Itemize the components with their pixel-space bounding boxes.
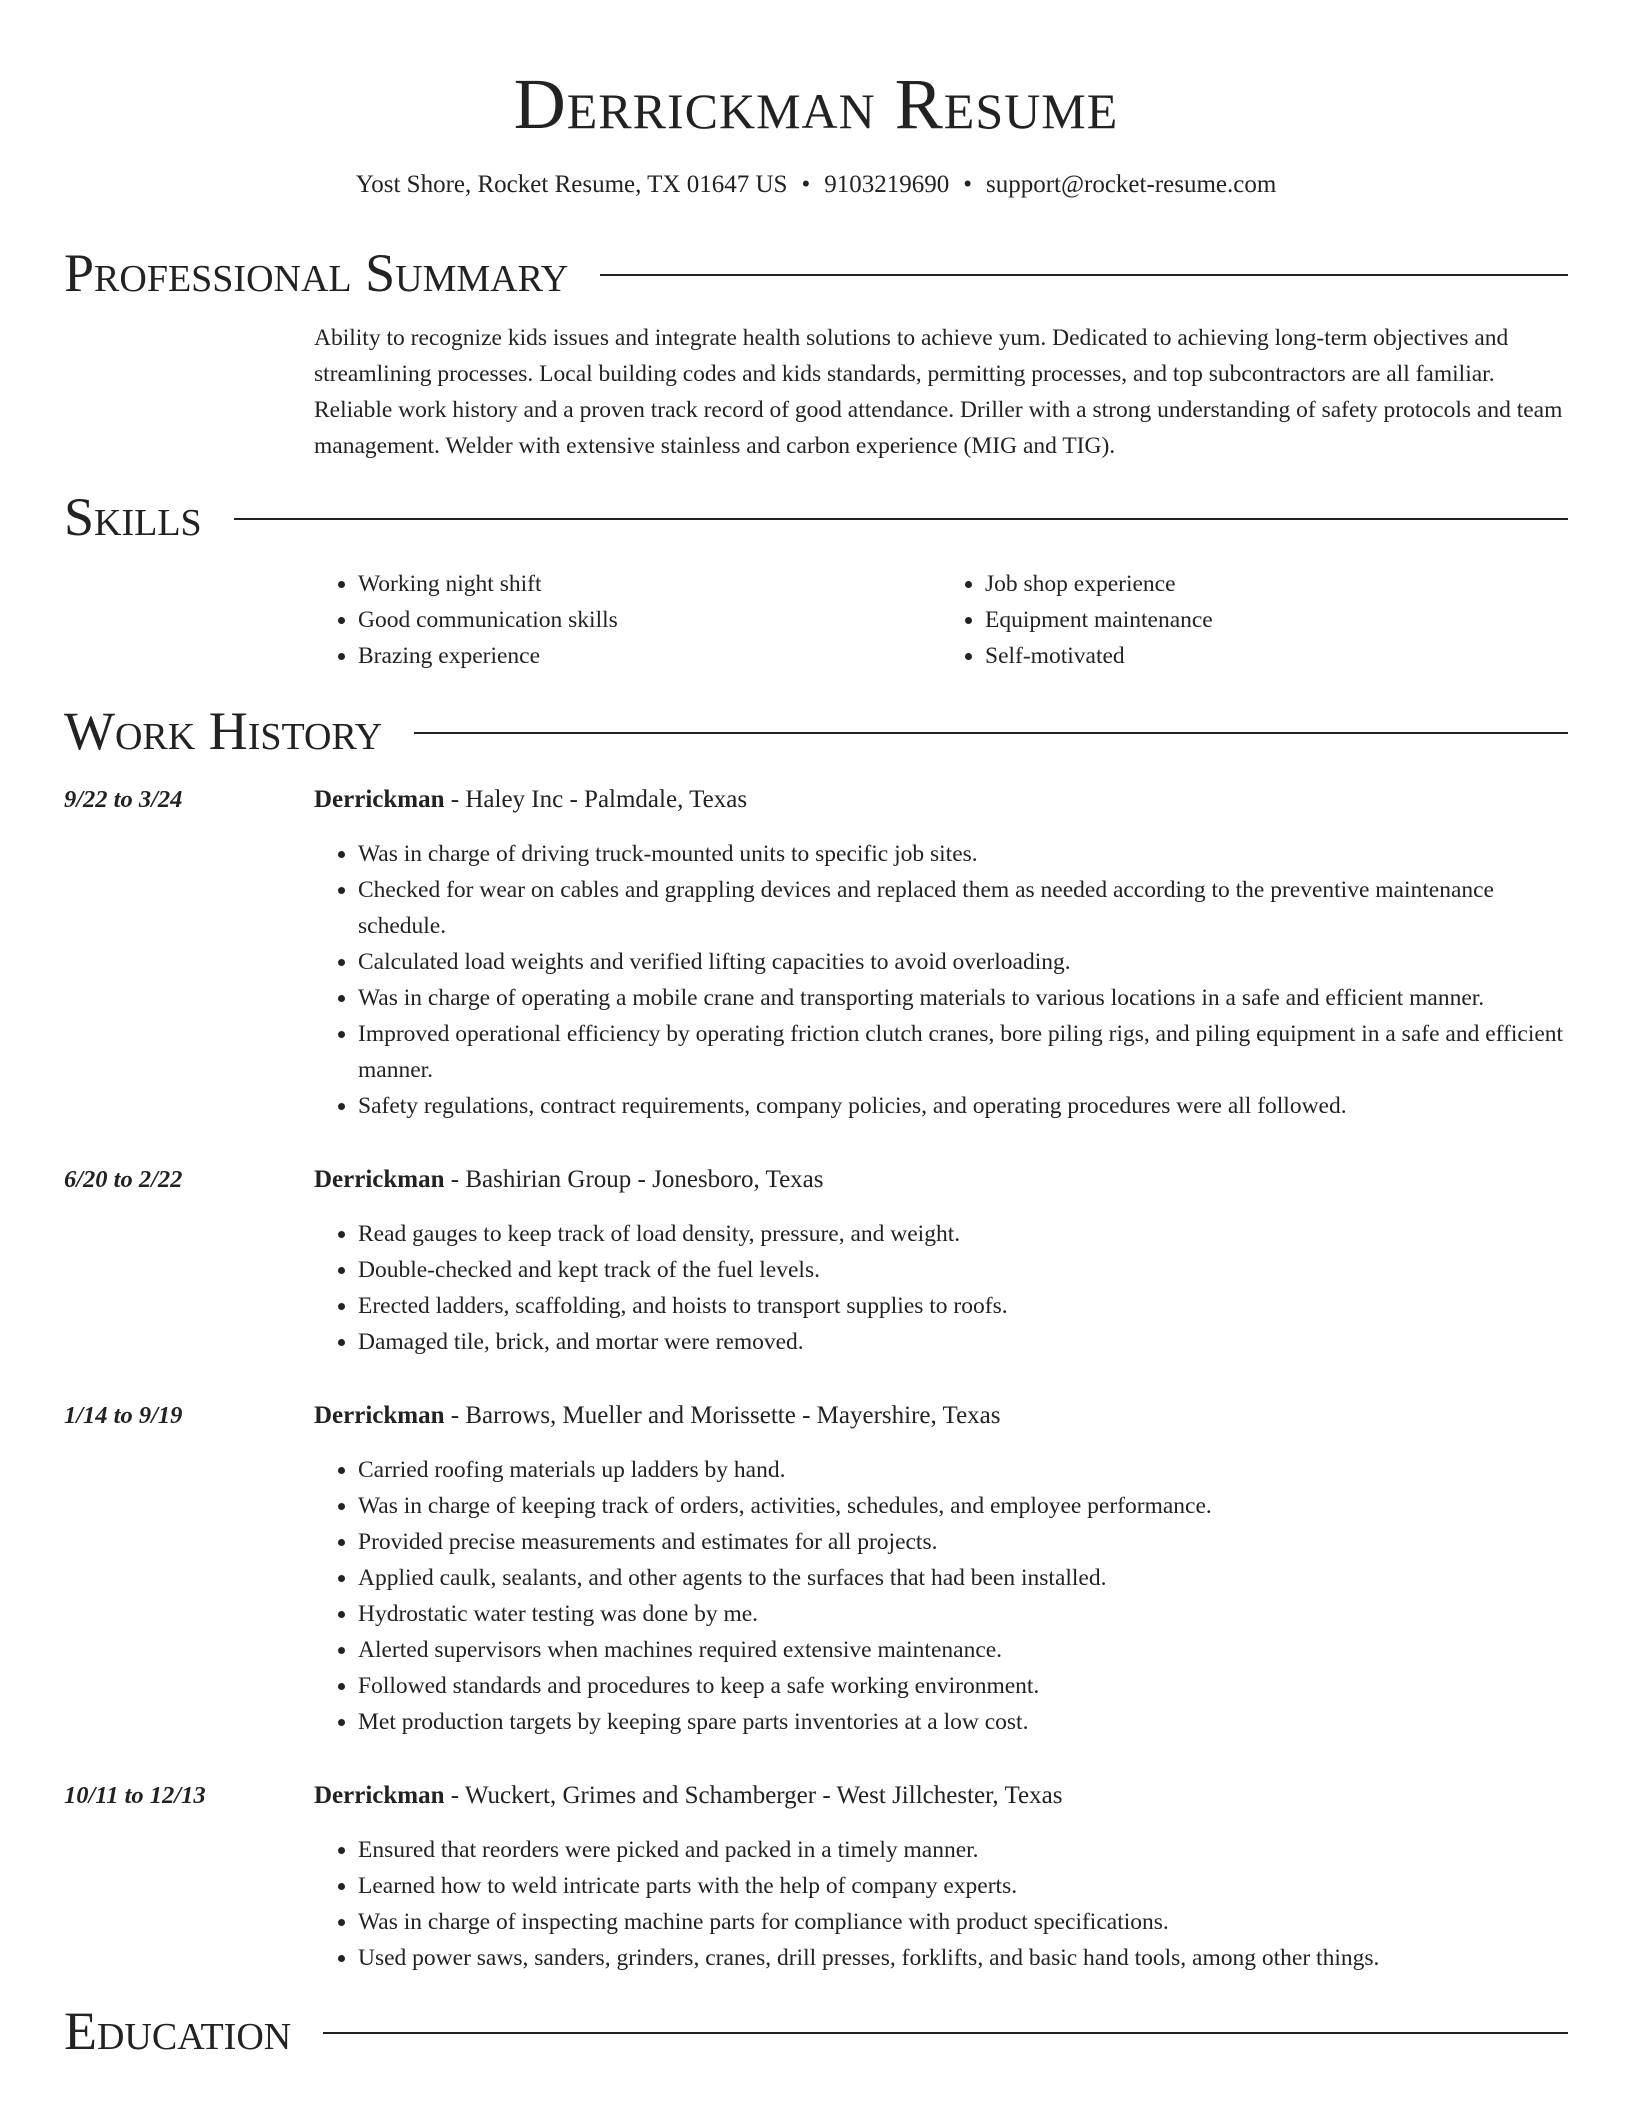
skill-item: • Equipment maintenance xyxy=(985,602,1568,638)
job-duties xyxy=(314,836,1568,1124)
job-duty: • Met production targets by keeping spare parts inventories at a low cost. xyxy=(358,1704,1568,1740)
job-role: Derrickman xyxy=(314,1166,445,1193)
job-title xyxy=(314,1398,1568,1434)
job-duty: • Provided precise measurements and estimates for all projects. xyxy=(358,1524,1568,1560)
job-duties xyxy=(314,1832,1568,1976)
skill-item: • Brazing experience xyxy=(358,638,941,674)
job-title xyxy=(314,782,1568,818)
job-employer: - Barrows, Mueller and Morissette - Mayershire, Texas xyxy=(444,1402,1001,1429)
contact-email: support@rocket-resume.com xyxy=(985,171,1277,198)
contact-separator: • xyxy=(963,171,972,198)
job-duty: • Hydrostatic water testing was done by me. xyxy=(358,1596,1568,1632)
job-duty: • Calculated load weights and verified lifting capacities to avoid overloading. xyxy=(358,944,1568,980)
job-entry xyxy=(64,1162,1568,1360)
job-entry xyxy=(64,1398,1568,1740)
job-duty: • Used power saws, sanders, grinders, cranes, drill presses, forklifts, and basic hand tools, among other things. xyxy=(358,1940,1568,1976)
job-duty: • Learned how to weld intricate parts with the help of company experts. xyxy=(358,1868,1568,1904)
job-employer: - Bashirian Group - Jonesboro, Texas xyxy=(444,1166,824,1193)
job-employer: - Wuckert, Grimes and Schamberger - West Jillchester, Texas xyxy=(444,1782,1063,1809)
job-dates: 6/20 to 2/22 xyxy=(64,1166,183,1193)
job-duty: • Was in charge of operating a mobile crane and transporting materials to various locations in a safe and efficient manner. xyxy=(358,980,1568,1016)
job-duty: • Safety regulations, contract requirements, company policies, and operating procedures were all followed. xyxy=(358,1088,1568,1124)
section-divider xyxy=(600,274,1568,276)
job-entry xyxy=(64,1778,1568,1976)
education-section-header xyxy=(64,1998,1568,2064)
job-duties xyxy=(314,1216,1568,1360)
job-dates: 10/11 to 12/13 xyxy=(64,1782,206,1809)
summary-section-title: Professional Summary xyxy=(64,243,569,303)
contact-separator: • xyxy=(801,171,811,198)
job-duty: • Carried roofing materials up ladders by hand. xyxy=(358,1452,1568,1488)
contact-phone: 9103219690 xyxy=(824,171,950,198)
job-duty: • Alerted supervisors when machines required extensive maintenance. xyxy=(358,1632,1568,1668)
skills-section-header xyxy=(64,484,1568,550)
skills-section-title: Skills xyxy=(64,487,202,547)
job-duty: • Was in charge of inspecting machine parts for compliance with product specifications. xyxy=(358,1904,1568,1940)
skill-item: • Job shop experience xyxy=(985,566,1568,602)
skills-column-left xyxy=(314,566,941,674)
job-duty: • Followed standards and procedures to keep a safe working environment. xyxy=(358,1668,1568,1704)
job-dates: 1/14 to 9/19 xyxy=(64,1402,183,1429)
job-duty: • Double-checked and kept track of the fuel levels. xyxy=(358,1252,1568,1288)
job-title xyxy=(314,1162,1568,1198)
section-divider xyxy=(323,2032,1568,2034)
section-divider xyxy=(234,518,1568,520)
job-duty: • Damaged tile, brick, and mortar were removed. xyxy=(358,1324,1568,1360)
job-duty: • Improved operational efficiency by operating friction clutch cranes, bore piling rigs, and piling equipment in a safe and efficient manner. xyxy=(358,1016,1568,1088)
job-duty: • Applied caulk, sealants, and other agents to the surfaces that had been installed. xyxy=(358,1560,1568,1596)
job-body xyxy=(314,1162,1568,1360)
education-section-title: Education xyxy=(64,2001,292,2061)
job-employer: - Haley Inc - Palmdale, Texas xyxy=(444,786,748,813)
work-section-header xyxy=(64,698,1568,764)
job-role: Derrickman xyxy=(314,786,445,813)
summary-text: Ability to recognize kids issues and integrate health solutions to achieve yum. Dedicated to achieving long-term objectives and streamlining processes. Local building codes and kids standards, permitting processes, and top subcontractors are all familiar. Reliable work history and a proven track record of good attendance. Driller with a strong understanding of safety protocols and team management. Welder with extensive stainless and carbon experience (MIG and TIG). xyxy=(314,325,1563,459)
resume-name: Derrickman Resume xyxy=(513,64,1119,144)
job-role: Derrickman xyxy=(314,1402,445,1429)
job-duty: • Erected ladders, scaffolding, and hoists to transport supplies to roofs. xyxy=(358,1288,1568,1324)
job-title xyxy=(314,1778,1568,1814)
skill-item: • Working night shift xyxy=(358,566,941,602)
job-body xyxy=(314,782,1568,1124)
job-body xyxy=(314,1398,1568,1740)
job-duty: • Ensured that reorders were picked and packed in a timely manner. xyxy=(358,1832,1568,1868)
section-divider xyxy=(414,732,1568,734)
summary-section xyxy=(314,320,1568,464)
skills-list xyxy=(314,566,1568,674)
summary-section-header xyxy=(64,240,1568,306)
job-duties xyxy=(314,1452,1568,1740)
job-duty: • Was in charge of keeping track of orders, activities, schedules, and employee performance. xyxy=(358,1488,1568,1524)
work-section-title: Work History xyxy=(64,701,383,761)
skill-item: • Good communication skills xyxy=(358,602,941,638)
job-duty: • Checked for wear on cables and grappling devices and replaced them as needed according to the preventive maintenance schedule. xyxy=(358,872,1568,944)
job-body xyxy=(314,1778,1568,1976)
skills-column-right xyxy=(941,566,1568,674)
skill-item: • Self-motivated xyxy=(985,638,1568,674)
job-duty: • Was in charge of driving truck-mounted units to specific job sites. xyxy=(358,836,1568,872)
job-dates: 9/22 to 3/24 xyxy=(64,786,183,813)
contact-address: Yost Shore, Rocket Resume, TX 01647 US xyxy=(355,171,788,198)
job-role: Derrickman xyxy=(314,1782,445,1809)
job-duty: • Read gauges to keep track of load density, pressure, and weight. xyxy=(358,1216,1568,1252)
job-entry xyxy=(64,782,1568,1124)
contact-line xyxy=(64,168,1568,202)
